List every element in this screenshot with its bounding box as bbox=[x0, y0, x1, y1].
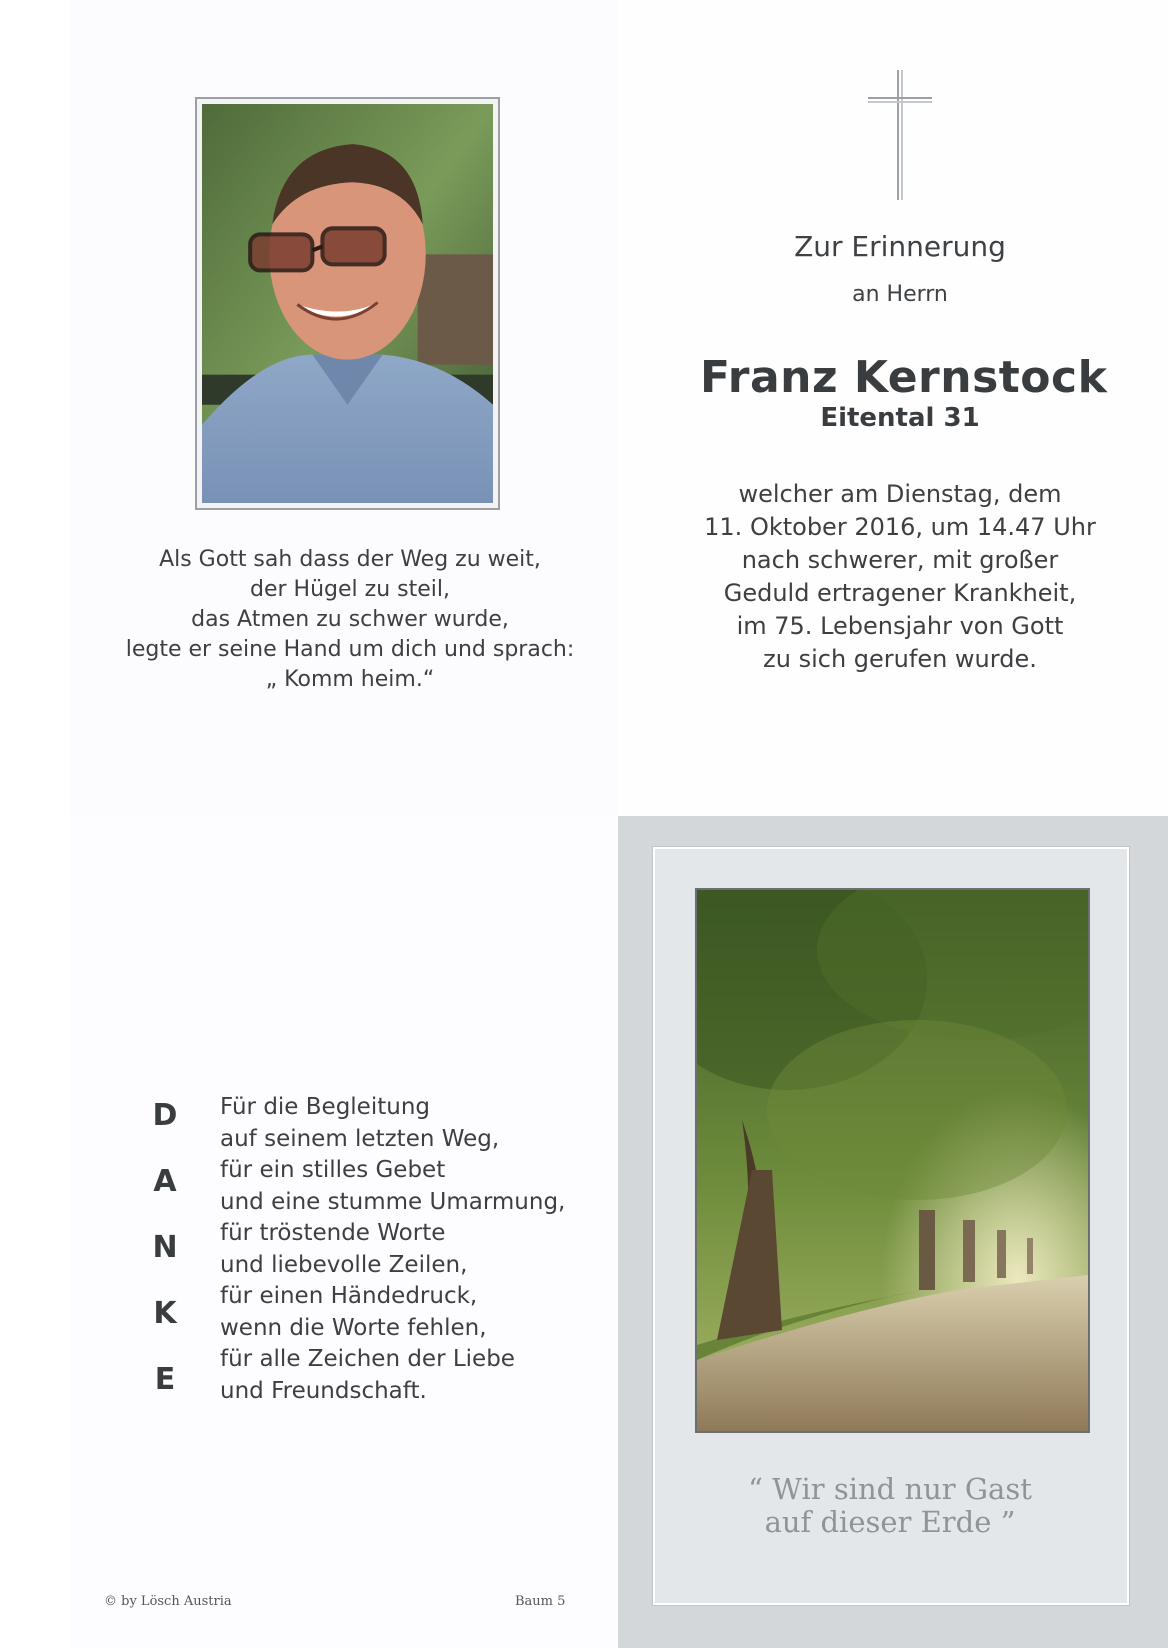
quote-line: “ Wir sind nur Gast bbox=[748, 1472, 1032, 1506]
deceased-name: Franz Kernstock bbox=[700, 352, 1108, 403]
tree-avenue-illustration bbox=[697, 890, 1088, 1431]
danke-letter: K bbox=[153, 1296, 177, 1331]
announcement-line: Geduld ertragener Krankheit, bbox=[723, 579, 1077, 607]
thank-you-line: und eine stumme Umarmung, bbox=[220, 1188, 566, 1215]
thank-you-line: wenn die Worte fehlen, bbox=[220, 1314, 487, 1341]
thank-you-line: und liebevolle Zeilen, bbox=[220, 1251, 468, 1278]
design-name: Baum 5 bbox=[515, 1594, 566, 1609]
copyright-note: © by Lösch Austria bbox=[104, 1594, 232, 1609]
memorial-title: Zur Erinnerung bbox=[794, 230, 1006, 263]
danke-letter: E bbox=[154, 1362, 176, 1397]
danke-acrostic bbox=[150, 1098, 180, 1428]
thank-you-line: und Freundschaft. bbox=[220, 1377, 427, 1404]
thank-you-line: für ein stilles Gebet bbox=[220, 1157, 446, 1183]
deceased-address: Eitental 31 bbox=[820, 403, 980, 433]
portrait-photo bbox=[195, 97, 500, 510]
announcement-line: 11. Oktober 2016, um 14.47 Uhr bbox=[704, 513, 1096, 541]
thank-you-line: für einen Händedruck, bbox=[220, 1283, 478, 1309]
poem-block bbox=[110, 545, 590, 695]
cross-icon bbox=[868, 70, 932, 200]
danke-letter: N bbox=[152, 1230, 178, 1265]
poem-line: „ Komm heim.“ bbox=[265, 667, 435, 692]
tree-avenue-image bbox=[695, 888, 1090, 1433]
announcement-line: nach schwerer, mit großer bbox=[741, 546, 1059, 574]
poem-line: der Hügel zu steil, bbox=[250, 577, 450, 602]
announcement-line: zu sich gerufen wurde. bbox=[763, 645, 1037, 673]
poem-line: das Atmen zu schwer wurde, bbox=[191, 607, 509, 632]
announcement-line: im 75. Lebensjahr von Gott bbox=[736, 612, 1064, 640]
salutation: an Herrn bbox=[852, 282, 948, 307]
thank-you-line: für tröstende Worte bbox=[220, 1220, 446, 1246]
death-announcement bbox=[700, 478, 1100, 676]
thank-you-line: auf seinem letzten Weg, bbox=[220, 1125, 500, 1152]
poem-line: legte er seine Hand um dich und sprach: bbox=[125, 637, 575, 662]
announcement-line: welcher am Dienstag, dem bbox=[738, 480, 1062, 508]
danke-letter: D bbox=[152, 1098, 178, 1133]
poem-line: Als Gott sah dass der Weg zu weit, bbox=[159, 547, 541, 572]
quote-line: auf dieser Erde ” bbox=[764, 1505, 1016, 1539]
thank-you-text bbox=[220, 1092, 600, 1407]
thank-you-line: für alle Zeichen der Liebe bbox=[220, 1346, 515, 1372]
thank-you-line: Für die Begleitung bbox=[220, 1094, 430, 1120]
portrait-photo-image bbox=[202, 104, 493, 503]
danke-letter: A bbox=[153, 1164, 177, 1199]
cover-quote bbox=[700, 1473, 1080, 1539]
